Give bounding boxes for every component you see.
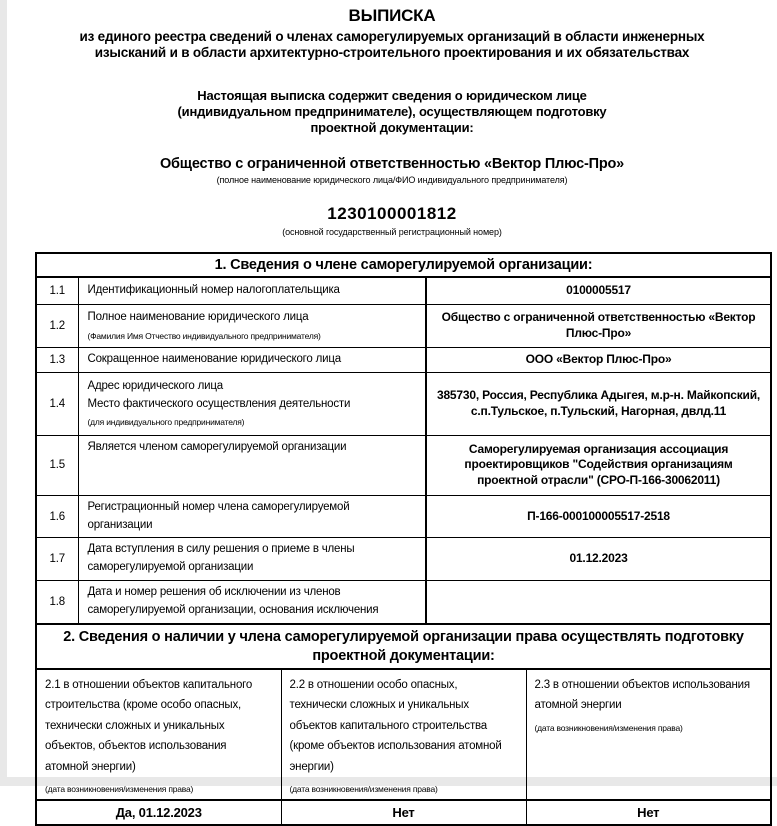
company-name: Общество с ограниченной ответственностью «Вектор Плюс-Про» bbox=[159, 156, 625, 173]
company-name-note: (полное наименование юридического лица/ФИО индивидуального предпринимателя) bbox=[216, 175, 568, 186]
row-label-note: (Фамилия Имя Отчество индивидуального предпринимателя) bbox=[87, 330, 321, 341]
right-date-note: (дата возникновения/изменения права) bbox=[534, 722, 683, 733]
ogrn-number: 1230100001812 bbox=[327, 204, 457, 224]
section2-col3-label: 2.3 в отношении объектов использования атомной энергии (дата возникновения/изменения права) bbox=[526, 669, 771, 801]
section2-header: 2. Сведения о наличии у члена саморегулируемой организации права осуществлять подготовку проектной документации: bbox=[36, 625, 771, 669]
row-label: Регистрационный номер члена саморегулируемой организации bbox=[78, 495, 426, 538]
table-row-1-4 bbox=[36, 372, 771, 435]
page-edge-left bbox=[0, 0, 7, 786]
document-content bbox=[7, 0, 777, 826]
row-label: Сокращенное наименование юридического лица bbox=[78, 347, 426, 372]
section2-table bbox=[35, 624, 772, 826]
section2-header-row bbox=[36, 625, 771, 669]
section1-header: 1. Сведения о члене саморегулируемой организации: bbox=[36, 253, 771, 277]
row-value: ООО «Вектор Плюс-Про» bbox=[426, 347, 771, 372]
right-date-note: (дата возникновения/изменения права) bbox=[45, 784, 194, 795]
row-label: Дата и номер решения об исключении из членов саморегулируемой организации, основания исключения bbox=[78, 580, 426, 624]
row-value: 01.12.2023 bbox=[426, 538, 771, 581]
row-value bbox=[426, 580, 771, 624]
row-number: 1.2 bbox=[36, 304, 78, 347]
section2-labels-row bbox=[36, 669, 771, 801]
section1-header-row bbox=[36, 253, 771, 277]
ogrn-note: (основной государственный регистрационный номер) bbox=[282, 227, 502, 238]
document-subtitle: из единого реестра сведений о членах саморегулируемых организаций в области инженерных изысканий и в области архитектурно-строительного проектирования и их обязательствах bbox=[79, 29, 705, 60]
table-row-1-5 bbox=[36, 435, 771, 495]
row-number: 1.6 bbox=[36, 495, 78, 538]
table-row-1-1 bbox=[36, 277, 771, 304]
table-row-1-7 bbox=[36, 538, 771, 581]
row-number: 1.8 bbox=[36, 580, 78, 624]
section2-col1-label: 2.1 в отношении объектов капитального строительства (кроме особо опасных, технически сложных и уникальных объектов, объектов использования атомной энергии) (дата возникновения/изменения права) bbox=[36, 669, 281, 801]
table-row-1-2 bbox=[36, 304, 771, 347]
row-number: 1.1 bbox=[36, 277, 78, 304]
row-number: 1.5 bbox=[36, 435, 78, 495]
section2-col2-answer: Нет bbox=[281, 800, 526, 825]
section2-answers-row bbox=[36, 800, 771, 825]
row-label: Адрес юридического лица Место фактического осуществления деятельности (для индивидуального предпринимателя) bbox=[78, 372, 426, 435]
row-value: 385730, Россия, Республика Адыгея, м.р-н. Майкопский, с.п.Тульское, п.Тульский, Нагорная, двлд.11 bbox=[426, 372, 771, 435]
row-value: 0100005517 bbox=[426, 277, 771, 304]
table-row-1-3 bbox=[36, 347, 771, 372]
right-date-note: (дата возникновения/изменения права) bbox=[289, 784, 438, 795]
section2-col3-answer: Нет bbox=[526, 800, 771, 825]
section2-col2-label: 2.2 в отношении особо опасных, технически сложных и уникальных объектов капитального строительства (кроме объектов использования атомной энергии) (дата возникновения/изменения права) bbox=[281, 669, 526, 801]
table-row-1-8 bbox=[36, 580, 771, 624]
table-row-1-6 bbox=[36, 495, 771, 538]
row-number: 1.4 bbox=[36, 372, 78, 435]
row-number: 1.3 bbox=[36, 347, 78, 372]
row-number: 1.7 bbox=[36, 538, 78, 581]
row-value: Общество с ограниченной ответственностью «Вектор Плюс-Про» bbox=[426, 304, 771, 347]
row-value: П-166-000100005517-2518 bbox=[426, 495, 771, 538]
document-title: ВЫПИСКА bbox=[348, 6, 436, 25]
row-label: Полное наименование юридического лица (Фамилия Имя Отчество индивидуального предпринимателя) bbox=[78, 304, 426, 347]
section2-col1-answer: Да, 01.12.2023 bbox=[36, 800, 281, 825]
row-label: Идентификационный номер налогоплательщика bbox=[78, 277, 426, 304]
section1-table bbox=[35, 252, 772, 625]
row-label-note: (для индивидуального предпринимателя) bbox=[87, 417, 245, 428]
row-label: Является членом саморегулируемой организации bbox=[78, 435, 426, 495]
row-label: Дата вступления в силу решения о приеме в члены саморегулируемой организации bbox=[78, 538, 426, 581]
document-intro: Настоящая выписка содержит сведения о юридическом лице (индивидуальном предпринимателе), осуществляющем подготовку проектной документации: bbox=[177, 87, 607, 135]
row-value: Саморегулируемая организация ассоциация проектировщиков "Содействия организациям проектной отрасли" (СРО-П-166-30062011) bbox=[426, 435, 771, 495]
